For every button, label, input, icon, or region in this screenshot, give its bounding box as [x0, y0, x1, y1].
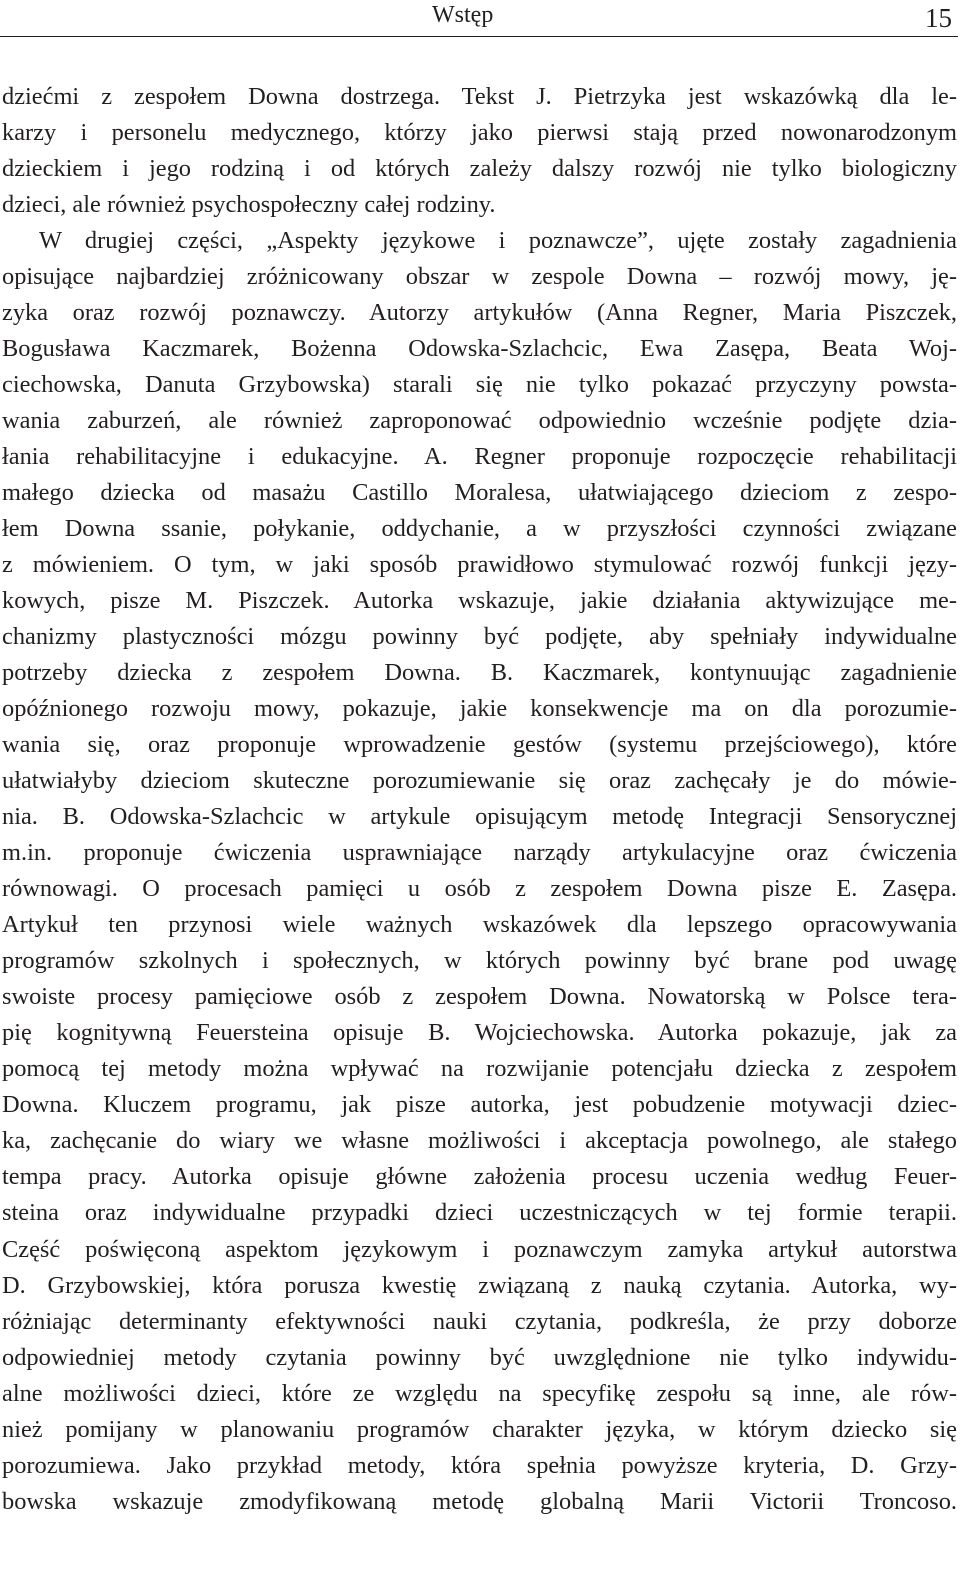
text-line: wania się, oraz proponuje wprowadzenie gestów (systemu przejściowego), które [2, 731, 957, 759]
text-line: karzy i personelu medycznego, którzy jako pierwsi stają przed nowonarodzonym [2, 119, 957, 147]
text-line: łem Downa ssanie, połykanie, oddychanie, a w przyszłości czynności związane [2, 515, 957, 543]
text-line: alne możliwości dzieci, które ze względu na specyfikę zespołu są inne, ale rów- [2, 1379, 957, 1407]
text-line: nież pomijany w planowaniu programów charakter języka, w którym dziecko się [2, 1415, 957, 1443]
text-line: potrzeby dziecka z zespołem Downa. B. Kaczmarek, kontynuując zagadnienie [2, 659, 957, 687]
text-line: różniając determinanty efektywności nauki czytania, podkreśla, że przy doborze [2, 1307, 957, 1335]
text-line: Bogusława Kaczmarek, Bożenna Odowska-Szlachcic, Ewa Zasępa, Beata Woj- [2, 335, 957, 363]
text-line: opisujące najbardziej zróżnicowany obszar w zespole Downa – rozwój mowy, ję- [2, 263, 957, 291]
chapter-title: Wstęp [432, 2, 494, 28]
text-line: Artykuł ten przynosi wiele ważnych wskazówek dla lepszego opracowywania [2, 911, 957, 939]
text-line: steina oraz indywidualne przypadki dzieci uczestniczących w tej formie terapii. [2, 1199, 957, 1227]
text-line: odpowiedniej metody czytania powinny być uwzględnione nie tylko indywidu- [2, 1343, 957, 1371]
text-line: dzieci, ale również psychospołeczny całej rodziny. [2, 191, 496, 219]
text-line: bowska wskazuje zmodyfikowaną metodę globalną Marii Victorii Troncoso. [2, 1487, 957, 1515]
page-number: 15 [925, 3, 952, 33]
text-line: ka, zachęcanie do wiary we własne możliwości i akceptacja powolnego, ale stałego [2, 1127, 957, 1155]
running-header [0, 0, 958, 37]
text-line: Downa. Kluczem programu, jak pisze autorka, jest pobudzenie motywacji dziec- [2, 1091, 957, 1119]
text-line: ułatwiałyby dzieciom skuteczne porozumiewanie się oraz zachęcały je do mówie- [2, 767, 957, 795]
text-line: W drugiej części, „Aspekty językowe i poznawcze”, ujęte zostały zagadnienia [39, 227, 957, 255]
text-line: ciechowska, Danuta Grzybowska) starali się nie tylko pokazać przyczyny powsta- [2, 371, 957, 399]
text-line: dziećmi z zespołem Downa dostrzega. Tekst J. Pietrzyka jest wskazówką dla le- [2, 83, 957, 110]
text-line: D. Grzybowskiej, która porusza kwestię związaną z nauką czytania. Autorka, wy- [2, 1271, 957, 1299]
text-line: porozumiewa. Jako przykład metody, która spełnia powyższe kryteria, D. Grzy- [2, 1451, 957, 1479]
text-line: zyka oraz rozwój poznawczy. Autorzy artykułów (Anna Regner, Maria Piszczek, [2, 299, 957, 327]
text-line: pomocą tej metody można wpływać na rozwijanie potencjału dziecka z zespołem [2, 1055, 957, 1083]
text-line: pię kognitywną Feuersteina opisuje B. Wojciechowska. Autorka pokazuje, jak za [2, 1019, 957, 1047]
text-line: kowych, pisze M. Piszczek. Autorka wskazuje, jakie działania aktywizujące me- [2, 587, 957, 615]
text-line: tempa pracy. Autorka opisuje główne założenia procesu uczenia według Feuer- [2, 1163, 957, 1191]
body-text [2, 79, 957, 1520]
text-line: chanizmy plastyczności mózgu powinny być podjęte, aby spełniały indywidualne [2, 623, 957, 651]
text-line: dzieckiem i jego rodziną i od których zależy dalszy rozwój nie tylko biologiczny [2, 155, 957, 183]
text-line: wania zaburzeń, ale również zaproponować odpowiednio wcześnie podjęte dzia- [2, 407, 957, 435]
text-line: z mówieniem. O tym, w jaki sposób prawidłowo stymulować rozwój funkcji języ- [2, 551, 957, 579]
text-line: łania rehabilitacyjne i edukacyjne. A. Regner proponuje rozpoczęcie rehabilitacji [2, 443, 957, 471]
text-line: swoiste procesy pamięciowe osób z zespołem Downa. Nowatorską w Polsce tera- [2, 983, 957, 1011]
text-line: programów szkolnych i społecznych, w których powinny być brane pod uwagę [2, 947, 957, 975]
text-line: nia. B. Odowska-Szlachcic w artykule opisującym metodę Integracji Sensorycznej [2, 803, 957, 831]
text-line: m.in. proponuje ćwiczenia usprawniające narządy artykulacyjne oraz ćwiczenia [2, 839, 957, 867]
text-line: opóźnionego rozwoju mowy, pokazuje, jakie konsekwencje ma on dla porozumie- [2, 695, 957, 723]
text-line: małego dziecka od masażu Castillo Moralesa, ułatwiającego dzieciom z zespo- [2, 479, 957, 507]
text-line: Część poświęconą aspektom językowym i poznawczym zamyka artykuł autorstwa [2, 1235, 957, 1263]
text-line: równowagi. O procesach pamięci u osób z zespołem Downa pisze E. Zasępa. [2, 875, 957, 903]
